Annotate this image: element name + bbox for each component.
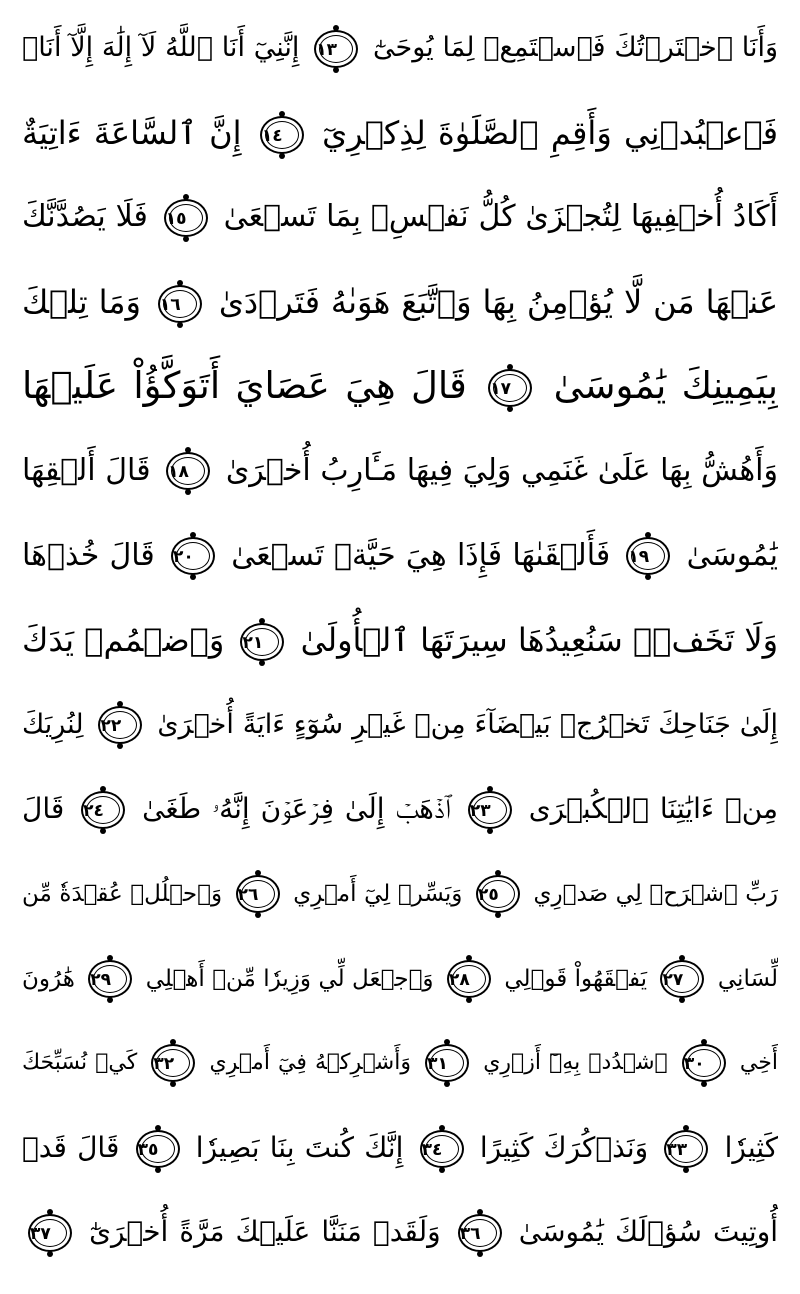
text-line bbox=[22, 767, 778, 852]
ayah-number-marker: ٢٥ bbox=[476, 875, 520, 913]
text-line bbox=[22, 429, 778, 514]
ayah-number-marker: ٣٠ bbox=[682, 1044, 726, 1082]
verse-text: فَأَلۡقَىٰهَا فَإِذَا هِيَ حَيَّةٞ تَسۡعَىٰ bbox=[231, 537, 611, 573]
verse-text: فَلَا يَصُدَّنَّكَ bbox=[22, 199, 148, 235]
verse-text: فَٱعۡبُدۡنِي وَأَقِمِ ٱلصَّلَوٰةَ لِذِكۡرِيٓ bbox=[322, 113, 778, 152]
verse-text: ٱذۡهَبۡ إِلَىٰ فِرۡعَوۡنَ إِنَّهُۥ طَغَىٰ bbox=[142, 792, 451, 826]
ayah-number-marker: ٣٣ bbox=[664, 1130, 708, 1168]
verse-text: وَلَا تَخَفۡۖ سَنُعِيدُهَا سِيرَتَهَا ٱلۡأُولَىٰ bbox=[300, 621, 778, 660]
ayah-number-marker: ٢٠ bbox=[171, 537, 215, 575]
verse-text: أُوتِيتَ سُؤۡلَكَ يَٰمُوسَىٰ bbox=[518, 1215, 778, 1249]
verse-text: قَالَ bbox=[22, 792, 65, 826]
text-line bbox=[22, 598, 778, 683]
ayah-number-marker: ١٨ bbox=[166, 452, 210, 490]
verse-text: إِنَّنِيٓ أَنَا ٱللَّهُ لَآ إِلَٰهَ إِلَّآ أَنَا۠ bbox=[22, 32, 300, 63]
ayah-number-marker: ١٤ bbox=[260, 116, 304, 154]
ayah-number-marker: ٢٩ bbox=[88, 960, 132, 998]
ayah-number-marker: ٣١ bbox=[425, 1044, 469, 1082]
verse-text: ٱشۡدُدۡ بِهِۦٓ أَزۡرِي bbox=[483, 1050, 668, 1076]
ayah-number-marker: ٢١ bbox=[240, 623, 284, 661]
verse-text: يَٰمُوسَىٰ bbox=[686, 537, 778, 573]
verse-text: أَخِي bbox=[739, 1050, 778, 1076]
text-line bbox=[22, 937, 778, 1022]
ayah-number-marker: ٢٤ bbox=[81, 791, 125, 829]
text-line bbox=[22, 683, 778, 768]
verse-text: يَفۡقَهُواْ قَوۡلِي bbox=[504, 965, 648, 992]
text-line bbox=[22, 1106, 778, 1191]
text-line bbox=[22, 344, 778, 429]
ayah-number-marker: ٣٦ bbox=[458, 1214, 502, 1252]
verse-text: وَٱجۡعَل لِّي وَزِيرٗا مِّنۡ أَهۡلِي bbox=[145, 965, 434, 992]
ayah-number-marker: ٢٧ bbox=[660, 960, 704, 998]
verse-text: وَنَذۡكُرَكَ كَثِيرًا bbox=[479, 1130, 649, 1164]
ayah-number-marker: ٣٧ bbox=[28, 1214, 72, 1252]
verse-text: وَأَنَا ٱخۡتَرۡتُكَ فَٱسۡتَمِعۡ لِمَا يُوحَىٰٓ bbox=[373, 32, 778, 63]
verse-text: وَٱضۡمُمۡ يَدَكَ bbox=[22, 621, 225, 660]
verse-text: وَأَشۡرِكۡهُ فِيٓ أَمۡرِي bbox=[209, 1050, 411, 1076]
verse-text: عَنۡهَا مَن لَّا يُؤۡمِنُ بِهَا وَٱتَّبَعَ هَوَىٰهُ فَتَرۡدَىٰ bbox=[218, 282, 778, 321]
verse-text: وَيَسِّرۡ لِيٓ أَمۡرِي bbox=[293, 880, 463, 907]
verse-text: بِيَمِينِكَ يَٰمُوسَىٰ bbox=[553, 364, 778, 408]
ayah-number-marker: ٢٣ bbox=[468, 791, 512, 829]
verse-text: كَيۡ نُسَبِّحَكَ bbox=[22, 1050, 138, 1076]
ayah-number-marker: ١٩ bbox=[626, 537, 670, 575]
text-line bbox=[22, 175, 778, 260]
verse-text: وَمَا تِلۡكَ bbox=[22, 282, 141, 321]
text-line bbox=[22, 91, 778, 176]
ayah-number-marker: ١٧ bbox=[488, 369, 532, 407]
ayah-number-marker: ٢٨ bbox=[447, 960, 491, 998]
verse-text: قَالَ أَلۡقِهَا bbox=[22, 452, 151, 488]
verse-text: رَبِّ ٱشۡرَحۡ لِي صَدۡرِي bbox=[533, 880, 778, 907]
text-line bbox=[22, 852, 778, 937]
verse-text: مِنۡ ءَايَٰتِنَا ٱلۡكُبۡرَى bbox=[528, 792, 778, 826]
verse-text: وَٱحۡلُلۡ عُقۡدَةٗ مِّن bbox=[22, 880, 223, 907]
verse-text: إِنَّكَ كُنتَ بِنَا بَصِيرٗا bbox=[195, 1130, 404, 1164]
verse-text: وَلَقَدۡ مَنَنَّا عَلَيۡكَ مَرَّةً أُخۡرَىٰٓ bbox=[89, 1215, 441, 1249]
verse-text: كَثِيرٗا bbox=[724, 1130, 778, 1164]
ayah-number-marker: ٣٢ bbox=[151, 1044, 195, 1082]
verse-text: لِنُرِيَكَ bbox=[22, 708, 84, 740]
text-line bbox=[22, 6, 778, 91]
ayah-number-marker: ٣٤ bbox=[420, 1130, 464, 1168]
verse-text: وَأَهُشُّ بِهَا عَلَىٰ غَنَمِي وَلِيَ فِيهَا مَـَٔارِبُ أُخۡرَىٰ bbox=[225, 452, 778, 488]
verse-text: إِنَّ ٱلسَّاعَةَ ءَاتِيَةٌ bbox=[22, 113, 242, 152]
ayah-number-marker: ١٦ bbox=[158, 285, 202, 323]
ayah-number-marker: ٢٢ bbox=[98, 706, 142, 744]
ayah-number-marker: ٣٥ bbox=[136, 1130, 180, 1168]
ayah-number-marker: ١٣ bbox=[314, 30, 358, 68]
text-line bbox=[22, 260, 778, 345]
verse-text: قَالَ قَدۡ bbox=[22, 1130, 120, 1164]
ayah-number-marker: ١٥ bbox=[164, 199, 208, 237]
verse-text: قَالَ خُذۡهَا bbox=[22, 537, 155, 573]
text-line bbox=[22, 1021, 778, 1106]
verse-text: قَالَ هِيَ عَصَايَ أَتَوَكَّؤُاْ عَلَيۡهَا bbox=[22, 364, 467, 408]
ayah-number-marker: ٢٦ bbox=[236, 875, 280, 913]
text-line bbox=[22, 514, 778, 599]
text-line bbox=[22, 1190, 778, 1275]
verse-text: هَٰرُونَ bbox=[22, 965, 75, 992]
verse-text: إِلَىٰ جَنَاحِكَ تَخۡرُجۡ بَيۡضَآءَ مِنۡ غَيۡرِ سُوٓءٍ ءَايَةً أُخۡرَىٰ bbox=[157, 708, 778, 740]
verse-text: لِّسَانِي bbox=[717, 965, 778, 992]
verse-text: أَكَادُ أُخۡفِيهَا لِتُجۡزَىٰ كُلُّ نَفۡسِۭ بِمَا تَسۡعَىٰ bbox=[223, 199, 778, 235]
